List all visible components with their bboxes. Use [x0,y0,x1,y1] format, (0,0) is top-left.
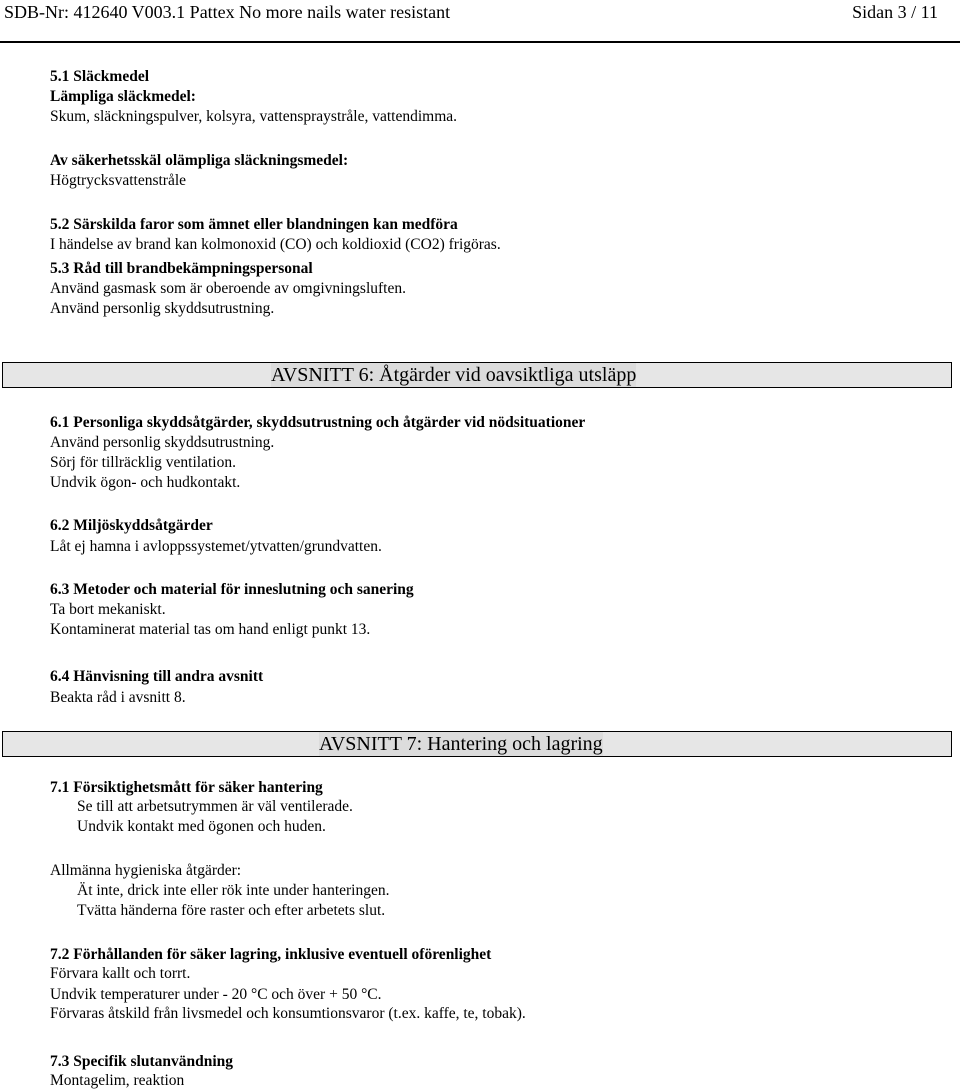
text-5-3-b: Använd personlig skyddsutrustning. [50,300,275,317]
heading-7-2: 7.2 Förhållanden för säker lagring, inklusive eventuell oförenlighet [50,946,492,963]
text-6-1-c: Undvik ögon- och hudkontakt. [50,474,241,491]
heading-6-3: 6.3 Metoder och material för inneslutning och sanering [50,581,414,598]
heading-6-1: 6.1 Personliga skyddsåtgärder, skyddsutrustning och åtgärder vid nödsituationer [50,414,586,431]
heading-6-2: 6.2 Miljöskyddsåtgärder [50,517,213,534]
text-7-2-a: Förvara kallt och torrt. [50,965,191,982]
heading-6-4: 6.4 Hänvisning till andra avsnitt [50,668,264,685]
text-5-2: I händelse av brand kan kolmonoxid (CO) och koldioxid (CO2) frigöras. [50,236,501,253]
text-5-3-a: Använd gasmask som är oberoende av omgivningsluften. [50,280,406,297]
subheading-suitable-media: Lämpliga släckmedel: [50,88,196,105]
text-6-3-b: Kontaminerat material tas om hand enligt punkt 13. [50,621,371,638]
heading-5-2: 5.2 Särskilda faror som ämnet eller blandningen kan medföra [50,216,458,233]
heading-7-3: 7.3 Specifik slutanvändning [50,1053,234,1070]
heading-5-1: 5.1 Släckmedel [50,68,150,85]
text-6-2: Låt ej hamna i avloppssystemet/ytvatten/grundvatten. [50,538,382,555]
heading-7-1: 7.1 Försiktighetsmått för säker hantering [50,779,323,796]
text-7-3: Montagelim, reaktion [50,1072,185,1089]
heading-5-3: 5.3 Råd till brandbekämpningspersonal [50,260,313,277]
text-6-4: Beakta råd i avsnitt 8. [50,689,186,706]
section-7-title: AVSNITT 7: Hantering och lagring [319,733,603,755]
text-6-1-a: Använd personlig skyddsutrustning. [50,434,275,451]
section-7-banner [2,731,952,757]
text-7-1-a: Se till att arbetsutrymmen är väl ventilerade. [77,798,353,815]
text-7-2-c: Förvaras åtskild från livsmedel och konsumtionsvaror (t.ex. kaffe, te, tobak). [50,1005,526,1022]
subheading-hygiene: Allmänna hygieniska åtgärder: [50,862,242,879]
text-suitable-media: Skum, släckningspulver, kolsyra, vattenspraystråle, vattendimma. [50,108,458,125]
text-hygiene-a: Ät inte, drick inte eller rök inte under hanteringen. [77,882,390,899]
section-6-title: AVSNITT 6: Åtgärder vid oavsiktliga utsläpp [271,364,637,386]
text-unsuitable-media: Högtrycksvattenstråle [50,172,187,189]
header-divider [0,41,960,43]
document-id: SDB-Nr: 412640 V003.1 Pattex No more nails water resistant [4,2,451,22]
text-hygiene-b: Tvätta händerna före raster och efter arbetets slut. [77,902,386,919]
text-7-1-b: Undvik kontakt med ögonen och huden. [77,818,326,835]
text-6-3-a: Ta bort mekaniskt. [50,601,166,618]
subheading-unsuitable-media: Av säkerhetsskäl olämpliga släckningsmedel: [50,152,349,169]
page-header [0,0,960,26]
text-7-2-b: Undvik temperaturer under - 20 °C och över + 50 °C. [50,986,382,1003]
section-6-banner [2,362,952,388]
page-number: Sidan 3 / 11 [852,2,938,22]
text-6-1-b: Sörj för tillräcklig ventilation. [50,454,236,471]
